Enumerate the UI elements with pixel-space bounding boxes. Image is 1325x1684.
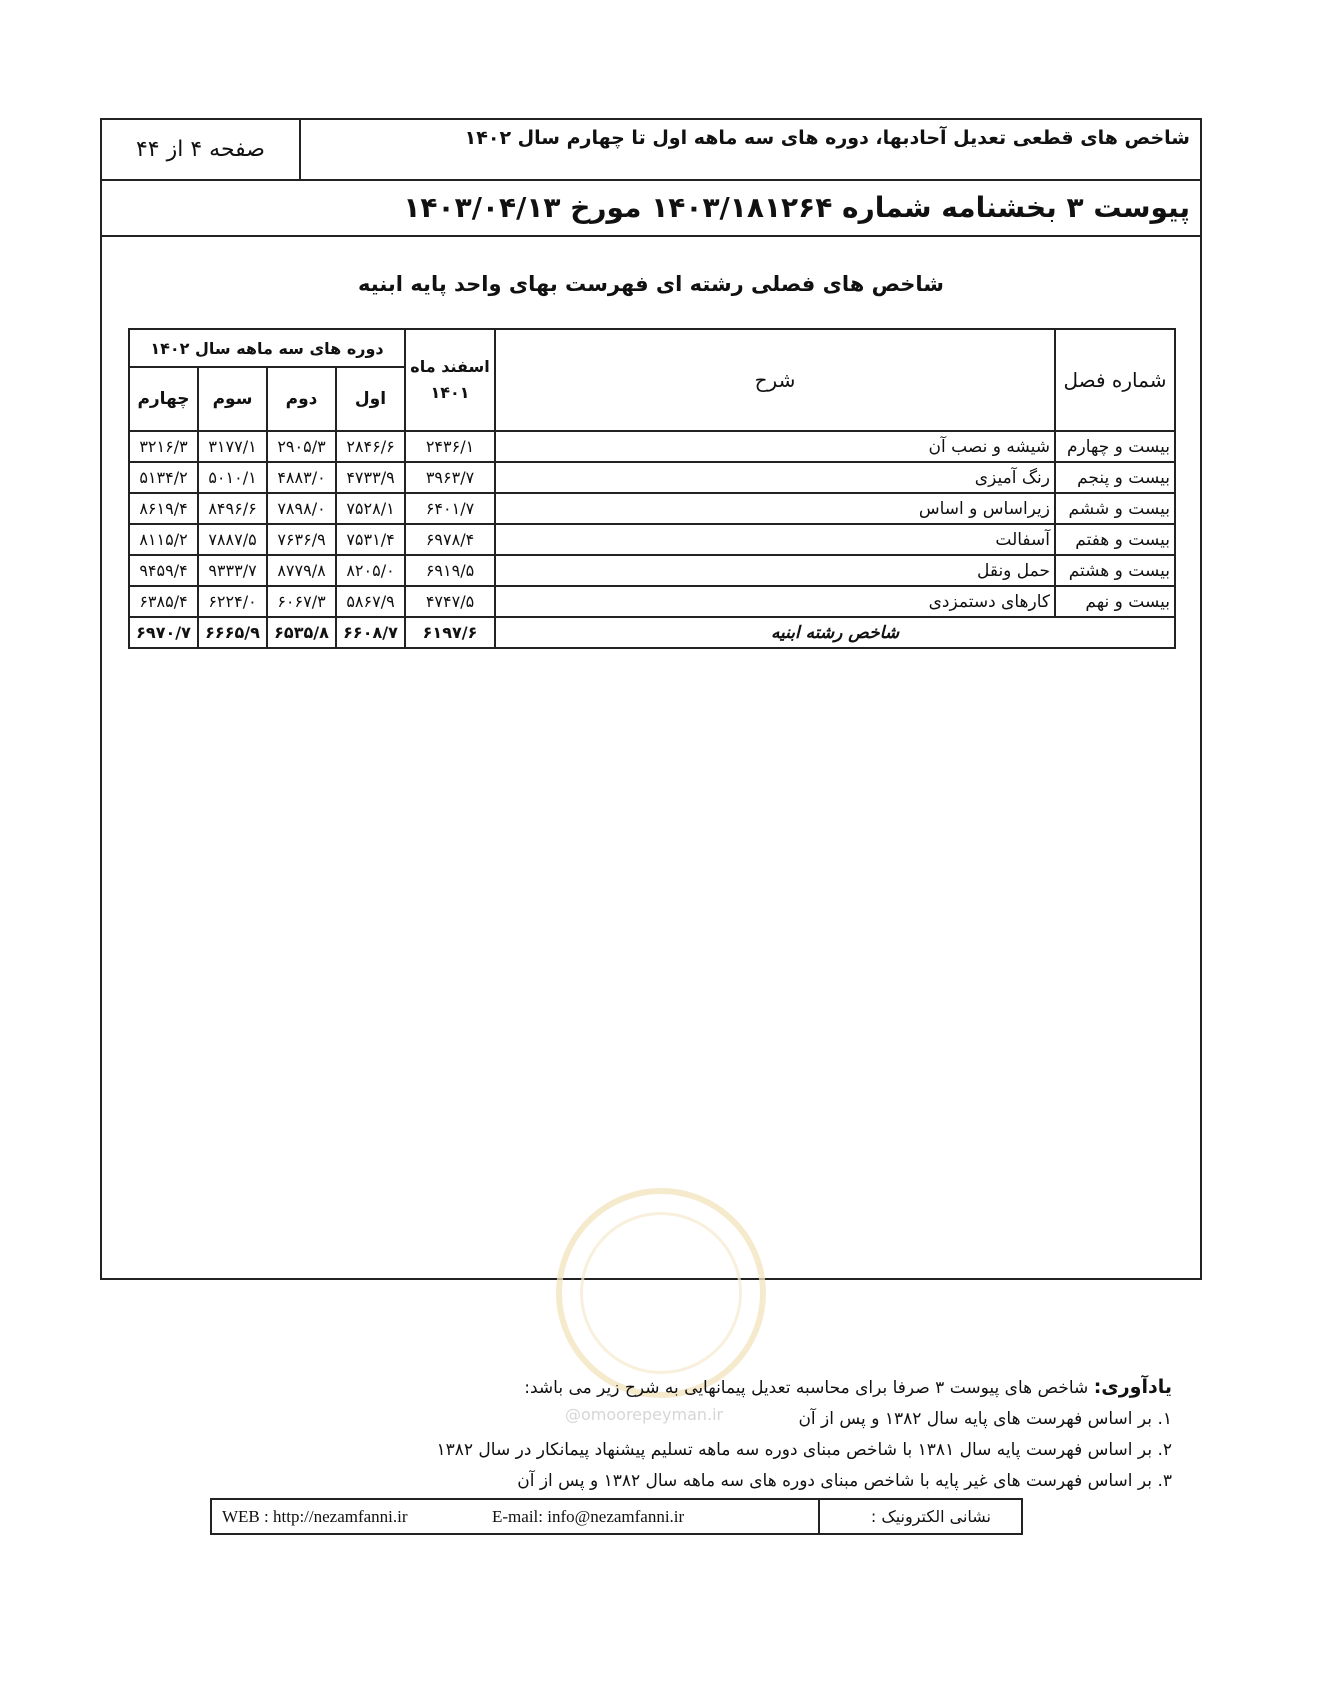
cell-chapter: بیست و نهم [1055, 586, 1175, 617]
note-item: ۳. بر اساس فهرست های غیر پایه با شاخص مبنای دوره های سه ماهه سال ۱۳۸۲ و پس از آن [517, 1471, 1172, 1491]
note-item: ۲. بر اساس فهرست پایه سال ۱۳۸۱ با شاخص مبنای دوره سه ماهه تسلیم پیشنهاد پیمانکار در سال ۱۳۸۲ [436, 1440, 1172, 1460]
cell-description: رنگ آمیزی [495, 462, 1055, 493]
cell-description: حمل ونقل [495, 555, 1055, 586]
cell-q1: ۸۲۰۵/۰ [336, 555, 405, 586]
header-esfand-line1: اسفند ماه [410, 357, 490, 376]
total-q3: ۶۶۶۵/۹ [198, 617, 267, 648]
table-row [129, 555, 1175, 586]
table-row [129, 586, 1175, 617]
cell-q4: ۶۳۸۵/۴ [129, 586, 198, 617]
cell-chapter: بیست و هشتم [1055, 555, 1175, 586]
cell-chapter: بیست و هفتم [1055, 524, 1175, 555]
total-row [129, 617, 1175, 648]
document-header [102, 120, 1200, 181]
cell-q4: ۸۱۱۵/۲ [129, 524, 198, 555]
total-q4: ۶۹۷۰/۷ [129, 617, 198, 648]
cell-q2: ۶۰۶۷/۳ [267, 586, 336, 617]
notes [372, 1372, 1172, 1497]
notes-intro-text: شاخص های پیوست ۳ صرفا برای محاسبه تعدیل پیمانهایی به شرح زیر می باشد: [524, 1378, 1094, 1398]
cell-q3: ۳۱۷۷/۱ [198, 431, 267, 462]
cell-q1: ۲۸۴۶/۶ [336, 431, 405, 462]
header-description: شرح [495, 329, 1055, 431]
cell-esfand: ۴۷۴۷/۵ [405, 586, 495, 617]
cell-esfand: ۳۹۶۳/۷ [405, 462, 495, 493]
cell-q3: ۸۴۹۶/۶ [198, 493, 267, 524]
cell-q1: ۴۷۳۳/۹ [336, 462, 405, 493]
header-q3: سوم [198, 367, 267, 431]
total-esfand: ۶۱۹۷/۶ [405, 617, 495, 648]
total-q1: ۶۶۰۸/۷ [336, 617, 405, 648]
header-divider [299, 120, 301, 179]
notes-intro [372, 1372, 1172, 1404]
cell-esfand: ۲۴۳۶/۱ [405, 431, 495, 462]
appendix-header [102, 181, 1200, 237]
header-esfand [405, 329, 495, 431]
page-frame [100, 118, 1202, 1280]
table-row [129, 493, 1175, 524]
total-label: شاخص رشته ابنیه [495, 617, 1175, 648]
section-title: شاخص های فصلی رشته ای فهرست بهای واحد پایه ابنیه [358, 272, 944, 296]
contact-box [210, 1498, 1023, 1535]
cell-description: کارهای دستمزدی [495, 586, 1055, 617]
watermark-url: @omoorepeyman.ir [565, 1405, 724, 1424]
contact-email: E-mail: info@nezamfanni.ir [492, 1507, 685, 1526]
header-q2: دوم [267, 367, 336, 431]
cell-q2: ۴۸۸۳/۰ [267, 462, 336, 493]
cell-chapter: بیست و ششم [1055, 493, 1175, 524]
index-table [128, 328, 1176, 649]
cell-q4: ۳۲۱۶/۳ [129, 431, 198, 462]
cell-esfand: ۶۹۷۸/۴ [405, 524, 495, 555]
cell-description: آسفالت [495, 524, 1055, 555]
note-item: ۱. بر اساس فهرست های پایه سال ۱۳۸۲ و پس از آن [798, 1409, 1172, 1429]
cell-q3: ۹۳۳۳/۷ [198, 555, 267, 586]
total-q2: ۶۵۳۵/۸ [267, 617, 336, 648]
cell-q4: ۵۱۳۴/۲ [129, 462, 198, 493]
cell-q1: ۵۸۶۷/۹ [336, 586, 405, 617]
header-q4: چهارم [129, 367, 198, 431]
header-periods: دوره های سه ماهه سال ۱۴۰۲ [129, 329, 405, 367]
cell-description: شیشه و نصب آن [495, 431, 1055, 462]
cell-q3: ۷۸۸۷/۵ [198, 524, 267, 555]
table-row [129, 431, 1175, 462]
watermark-logo [556, 1188, 766, 1398]
cell-q2: ۷۶۳۶/۹ [267, 524, 336, 555]
header-q1: اول [336, 367, 405, 431]
cell-q1: ۷۵۲۸/۱ [336, 493, 405, 524]
cell-chapter: بیست و چهارم [1055, 431, 1175, 462]
cell-q2: ۸۷۷۹/۸ [267, 555, 336, 586]
cell-q4: ۸۶۱۹/۴ [129, 493, 198, 524]
cell-q3: ۶۲۲۴/۰ [198, 586, 267, 617]
cell-esfand: ۶۹۱۹/۵ [405, 555, 495, 586]
cell-chapter: بیست و پنجم [1055, 462, 1175, 493]
contact-web: WEB : http://nezamfanni.ir [222, 1507, 408, 1526]
header-chapter: شماره فصل [1055, 329, 1175, 431]
notes-label: یادآوری: [1093, 1376, 1172, 1398]
contact-label: نشانی الکترونیک : [870, 1507, 991, 1526]
cell-q3: ۵۰۱۰/۱ [198, 462, 267, 493]
cell-q4: ۹۴۵۹/۴ [129, 555, 198, 586]
appendix-title: پیوست ۳ بخشنامه شماره ۱۴۰۳/۱۸۱۲۶۴ مورخ ۱۴۰۳/۰۴/۱۳ [403, 191, 1190, 224]
table-row [129, 524, 1175, 555]
cell-q1: ۷۵۳۱/۴ [336, 524, 405, 555]
cell-description: زیراساس و اساس [495, 493, 1055, 524]
watermark-inner-ring [580, 1212, 742, 1374]
table-header-row [129, 329, 1175, 367]
contact-divider [818, 1500, 820, 1533]
header-esfand-line2: ۱۴۰۱ [430, 383, 470, 402]
page-number: صفحه ۴ از ۴۴ [135, 137, 265, 162]
cell-q2: ۷۸۹۸/۰ [267, 493, 336, 524]
document-title: شاخص های قطعی تعدیل آحادبها، دوره های سه ماهه اول تا چهارم سال ۱۴۰۲ [464, 127, 1190, 149]
cell-esfand: ۶۴۰۱/۷ [405, 493, 495, 524]
table-row [129, 462, 1175, 493]
cell-q2: ۲۹۰۵/۳ [267, 431, 336, 462]
